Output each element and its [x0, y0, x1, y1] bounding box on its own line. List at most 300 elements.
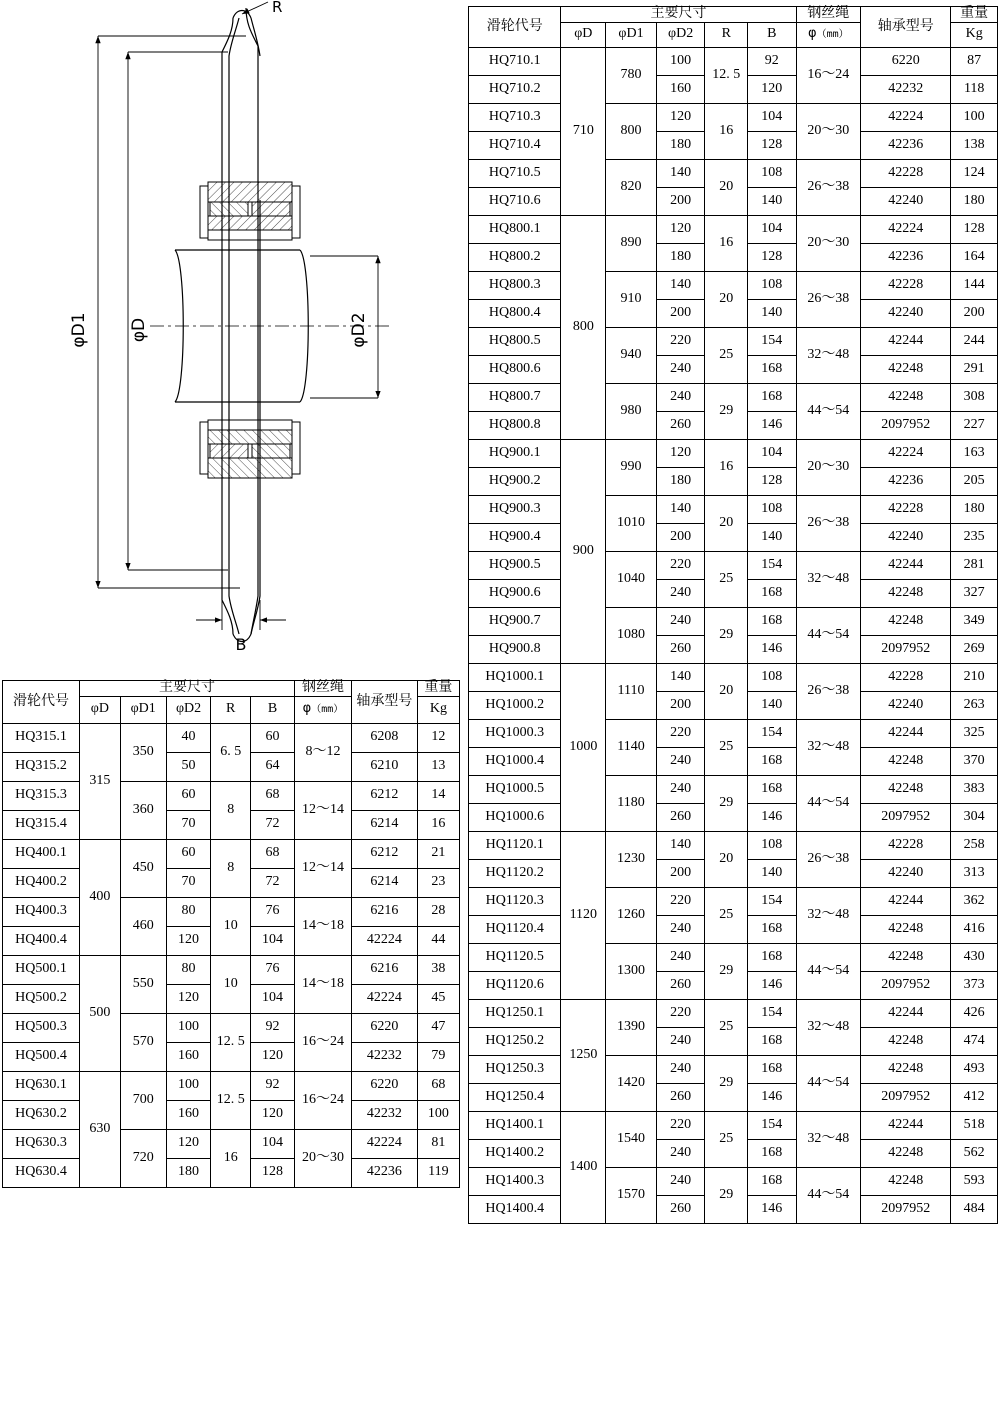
table-row [469, 103, 998, 131]
cell-weight: 593 [951, 1167, 998, 1195]
cell-phiD2: 240 [656, 775, 705, 803]
cell-B: 128 [748, 243, 797, 271]
cell-B: 168 [748, 1055, 797, 1083]
cell-weight: 119 [417, 1158, 459, 1187]
cell-phiD: 1250 [561, 999, 606, 1111]
header-R: R [705, 22, 748, 47]
cell-bearing: 42244 [861, 719, 951, 747]
cell-bearing: 6212 [352, 839, 418, 868]
table-row [3, 1129, 460, 1158]
header-weight: 重量 [951, 7, 998, 23]
cell-B: 146 [748, 635, 797, 663]
cell-B: 168 [748, 607, 797, 635]
cell-phiD2: 260 [656, 971, 705, 999]
header-main-dims: 主要尺寸 [561, 7, 796, 23]
cell-rope: 44～54 [796, 775, 860, 831]
cell-B: 68 [251, 839, 295, 868]
cell-weight: 210 [951, 663, 998, 691]
cell-phiD2: 240 [656, 943, 705, 971]
cell-code: HQ1400.3 [469, 1167, 561, 1195]
cell-phiD: 900 [561, 439, 606, 663]
cell-code: HQ800.3 [469, 271, 561, 299]
cell-phiD2: 140 [656, 495, 705, 523]
table-row [3, 1013, 460, 1042]
cell-weight: 180 [951, 187, 998, 215]
sheave-section-drawing [0, 0, 450, 660]
cell-phiD1: 990 [606, 439, 657, 495]
cell-weight: 16 [417, 810, 459, 839]
header-phiD: φD [80, 696, 121, 723]
cell-B: 76 [251, 897, 295, 926]
cell-weight: 349 [951, 607, 998, 635]
cell-bearing: 42248 [861, 747, 951, 775]
cell-rope: 32～48 [796, 1111, 860, 1167]
cell-weight: 412 [951, 1083, 998, 1111]
table-row [469, 271, 998, 299]
cell-R: 25 [705, 887, 748, 943]
cell-phiD2: 160 [166, 1042, 211, 1071]
cell-R: 29 [705, 1167, 748, 1223]
table-row [3, 781, 460, 810]
cell-bearing: 42224 [352, 1129, 418, 1158]
cell-phiD2: 220 [656, 999, 705, 1027]
spec-table-right-wrapper [468, 6, 998, 1224]
cell-weight: 23 [417, 868, 459, 897]
cell-phiD2: 200 [656, 299, 705, 327]
cell-rope: 12～14 [294, 781, 351, 839]
header-main-dims: 主要尺寸 [80, 681, 295, 697]
table-row [469, 327, 998, 355]
cell-code: HQ1250.2 [469, 1027, 561, 1055]
cell-R: 20 [705, 159, 748, 215]
cell-B: 168 [748, 915, 797, 943]
cell-bearing: 42248 [861, 915, 951, 943]
cell-R: 20 [705, 831, 748, 887]
cell-R: 20 [705, 495, 748, 551]
cell-phiD2: 220 [656, 719, 705, 747]
cell-rope: 32～48 [796, 327, 860, 383]
cell-code: HQ800.7 [469, 383, 561, 411]
cell-code: HQ630.4 [3, 1158, 80, 1187]
cell-bearing: 42248 [861, 775, 951, 803]
cell-phiD1: 1390 [606, 999, 657, 1055]
cell-phiD2: 70 [166, 868, 211, 897]
cell-code: HQ315.2 [3, 752, 80, 781]
cell-R: 16 [705, 215, 748, 271]
cell-bearing: 42248 [861, 1027, 951, 1055]
cell-phiD2: 180 [656, 243, 705, 271]
cell-B: 128 [748, 131, 797, 159]
cell-rope: 44～54 [796, 607, 860, 663]
cell-bearing: 6208 [352, 723, 418, 752]
cell-weight: 68 [417, 1071, 459, 1100]
cell-B: 64 [251, 752, 295, 781]
cell-B: 154 [748, 719, 797, 747]
cell-phiD2: 240 [656, 747, 705, 775]
cell-bearing: 42248 [861, 355, 951, 383]
cell-code: HQ800.4 [469, 299, 561, 327]
cell-phiD1: 1110 [606, 663, 657, 719]
cell-B: 108 [748, 271, 797, 299]
cell-code: HQ900.7 [469, 607, 561, 635]
cell-phiD2: 160 [166, 1100, 211, 1129]
cell-weight: 235 [951, 523, 998, 551]
cell-code: HQ1120.2 [469, 859, 561, 887]
cell-phiD2: 220 [656, 551, 705, 579]
cell-bearing: 42228 [861, 831, 951, 859]
cell-phiD2: 220 [656, 1111, 705, 1139]
table-row [469, 775, 998, 803]
cell-weight: 45 [417, 984, 459, 1013]
cell-phiD: 630 [80, 1071, 121, 1187]
cell-bearing: 42248 [861, 1055, 951, 1083]
header-phiD: φD [561, 22, 606, 47]
cell-phiD2: 50 [166, 752, 211, 781]
cell-phiD2: 140 [656, 663, 705, 691]
cell-phiD: 500 [80, 955, 121, 1071]
cell-phiD1: 1540 [606, 1111, 657, 1167]
cell-phiD: 315 [80, 723, 121, 839]
cell-R: 29 [705, 1055, 748, 1111]
table-header-row [3, 681, 460, 697]
cell-phiD1: 820 [606, 159, 657, 215]
cell-weight: 562 [951, 1139, 998, 1167]
cell-B: 154 [748, 887, 797, 915]
cell-phiD2: 220 [656, 887, 705, 915]
table-row [469, 383, 998, 411]
cell-code: HQ710.3 [469, 103, 561, 131]
cell-B: 140 [748, 691, 797, 719]
cell-weight: 87 [951, 47, 998, 75]
cell-phiD2: 120 [166, 984, 211, 1013]
cell-B: 92 [251, 1013, 295, 1042]
cell-weight: 474 [951, 1027, 998, 1055]
cell-phiD1: 1010 [606, 495, 657, 551]
cell-weight: 13 [417, 752, 459, 781]
cell-phiD2: 240 [656, 1167, 705, 1195]
cell-bearing: 42236 [861, 467, 951, 495]
cell-bearing: 6220 [861, 47, 951, 75]
cell-code: HQ800.5 [469, 327, 561, 355]
cell-R: 25 [705, 1111, 748, 1167]
table-row [469, 47, 998, 75]
cell-bearing: 42232 [861, 75, 951, 103]
cell-B: 168 [748, 355, 797, 383]
cell-rope: 14～18 [294, 897, 351, 955]
cell-bearing: 42244 [861, 1111, 951, 1139]
cell-B: 168 [748, 775, 797, 803]
cell-code: HQ500.4 [3, 1042, 80, 1071]
cell-code: HQ1250.4 [469, 1083, 561, 1111]
cell-bearing: 42236 [352, 1158, 418, 1187]
cell-code: HQ400.1 [3, 839, 80, 868]
cell-weight: 362 [951, 887, 998, 915]
cell-weight: 426 [951, 999, 998, 1027]
cell-rope: 26～38 [796, 495, 860, 551]
cell-weight: 263 [951, 691, 998, 719]
cell-phiD2: 120 [166, 1129, 211, 1158]
cell-rope: 12～14 [294, 839, 351, 897]
cell-B: 68 [251, 781, 295, 810]
cell-rope: 26～38 [796, 663, 860, 719]
cell-bearing: 42248 [861, 383, 951, 411]
table-row [469, 607, 998, 635]
header-code: 滑轮代号 [469, 7, 561, 48]
cell-code: HQ1000.6 [469, 803, 561, 831]
cell-phiD2: 240 [656, 383, 705, 411]
cell-R: 10 [211, 897, 251, 955]
header-wire-rope: 钢丝绳 [796, 7, 860, 23]
cell-bearing: 42244 [861, 327, 951, 355]
cell-weight: 205 [951, 467, 998, 495]
header-weight-unit: Kg [951, 22, 998, 47]
cell-R: 29 [705, 383, 748, 439]
cell-phiD1: 1570 [606, 1167, 657, 1223]
cell-weight: 47 [417, 1013, 459, 1042]
cell-code: HQ710.1 [469, 47, 561, 75]
cell-phiD2: 260 [656, 1083, 705, 1111]
cell-phiD2: 260 [656, 1195, 705, 1223]
table-row [469, 1055, 998, 1083]
cell-phiD1: 1140 [606, 719, 657, 775]
cell-phiD1: 1080 [606, 607, 657, 663]
cell-bearing: 42232 [352, 1100, 418, 1129]
cell-code: HQ500.2 [3, 984, 80, 1013]
cell-code: HQ1120.6 [469, 971, 561, 999]
cell-B: 168 [748, 747, 797, 775]
cell-phiD: 1000 [561, 663, 606, 831]
header-phiD1: φD1 [606, 22, 657, 47]
cell-B: 76 [251, 955, 295, 984]
header-rope-unit: φ（mm） [294, 696, 351, 723]
cell-bearing: 42240 [861, 691, 951, 719]
cell-R: 16 [705, 103, 748, 159]
cell-R: 29 [705, 943, 748, 999]
table-row [3, 839, 460, 868]
cell-phiD2: 260 [656, 411, 705, 439]
cell-R: 12. 5 [211, 1071, 251, 1129]
cell-code: HQ800.2 [469, 243, 561, 271]
cell-B: 120 [251, 1100, 295, 1129]
cell-code: HQ630.1 [3, 1071, 80, 1100]
spec-table-right [468, 6, 998, 1224]
cell-weight: 244 [951, 327, 998, 355]
cell-B: 146 [748, 411, 797, 439]
cell-phiD2: 180 [166, 1158, 211, 1187]
table-row [469, 999, 998, 1027]
cell-phiD2: 240 [656, 355, 705, 383]
cell-code: HQ315.3 [3, 781, 80, 810]
cell-phiD2: 120 [656, 439, 705, 467]
table-row [469, 887, 998, 915]
cell-phiD1: 780 [606, 47, 657, 103]
cell-bearing: 42224 [861, 215, 951, 243]
cell-phiD2: 120 [656, 215, 705, 243]
cell-phiD2: 240 [656, 915, 705, 943]
table-row [469, 551, 998, 579]
cell-rope: 8～12 [294, 723, 351, 781]
cell-weight: 28 [417, 897, 459, 926]
cell-rope: 32～48 [796, 551, 860, 607]
cell-R: 25 [705, 551, 748, 607]
cell-phiD2: 140 [656, 271, 705, 299]
cell-weight: 258 [951, 831, 998, 859]
cell-B: 140 [748, 523, 797, 551]
cell-R: 20 [705, 663, 748, 719]
cell-code: HQ500.1 [3, 955, 80, 984]
cell-bearing: 42248 [861, 579, 951, 607]
cell-code: HQ900.4 [469, 523, 561, 551]
cell-phiD2: 70 [166, 810, 211, 839]
cell-weight: 44 [417, 926, 459, 955]
cell-code: HQ500.3 [3, 1013, 80, 1042]
cell-B: 154 [748, 551, 797, 579]
header-phiD2: φD2 [166, 696, 211, 723]
cell-code: HQ400.3 [3, 897, 80, 926]
table-row [469, 943, 998, 971]
cell-code: HQ1400.2 [469, 1139, 561, 1167]
cell-rope: 26～38 [796, 271, 860, 327]
header-bearing: 轴承型号 [352, 681, 418, 724]
cell-bearing: 6220 [352, 1071, 418, 1100]
cell-bearing: 2097952 [861, 411, 951, 439]
cell-B: 60 [251, 723, 295, 752]
cell-rope: 14～18 [294, 955, 351, 1013]
cell-phiD: 710 [561, 47, 606, 215]
cell-weight: 227 [951, 411, 998, 439]
cell-weight: 180 [951, 495, 998, 523]
cell-weight: 100 [417, 1100, 459, 1129]
cell-B: 146 [748, 803, 797, 831]
cell-B: 108 [748, 495, 797, 523]
cell-bearing: 6212 [352, 781, 418, 810]
cell-phiD2: 60 [166, 781, 211, 810]
cell-bearing: 42224 [352, 926, 418, 955]
cell-phiD1: 980 [606, 383, 657, 439]
cell-phiD1: 1420 [606, 1055, 657, 1111]
cell-B: 168 [748, 943, 797, 971]
cell-phiD2: 260 [656, 635, 705, 663]
cell-code: HQ1120.5 [469, 943, 561, 971]
cell-rope: 32～48 [796, 999, 860, 1055]
cell-B: 146 [748, 1195, 797, 1223]
cell-bearing: 42244 [861, 999, 951, 1027]
cell-bearing: 2097952 [861, 1195, 951, 1223]
cell-weight: 518 [951, 1111, 998, 1139]
cell-rope: 32～48 [796, 719, 860, 775]
cell-phiD1: 940 [606, 327, 657, 383]
cell-weight: 81 [417, 1129, 459, 1158]
dimension-label-phiD: φD [129, 317, 149, 343]
cell-code: HQ900.6 [469, 579, 561, 607]
cell-code: HQ1250.1 [469, 999, 561, 1027]
cell-B: 128 [748, 467, 797, 495]
cell-B: 92 [748, 47, 797, 75]
cell-phiD2: 140 [656, 159, 705, 187]
cell-phiD1: 360 [120, 781, 166, 839]
cell-code: HQ710.6 [469, 187, 561, 215]
cell-bearing: 42236 [861, 131, 951, 159]
cell-rope: 20～30 [796, 439, 860, 495]
cell-weight: 416 [951, 915, 998, 943]
header-weight-unit: Kg [417, 696, 459, 723]
cell-phiD: 1120 [561, 831, 606, 999]
cell-bearing: 42228 [861, 159, 951, 187]
cell-rope: 20～30 [796, 215, 860, 271]
table-row [3, 723, 460, 752]
cell-code: HQ710.5 [469, 159, 561, 187]
cell-weight: 163 [951, 439, 998, 467]
cell-phiD1: 1180 [606, 775, 657, 831]
cell-rope: 44～54 [796, 1167, 860, 1223]
cell-B: 168 [748, 383, 797, 411]
table-row [469, 719, 998, 747]
cell-phiD1: 720 [120, 1129, 166, 1187]
cell-bearing: 42224 [861, 439, 951, 467]
cell-code: HQ315.1 [3, 723, 80, 752]
cell-phiD: 1400 [561, 1111, 606, 1223]
cell-phiD2: 240 [656, 607, 705, 635]
header-phiD1: φD1 [120, 696, 166, 723]
cell-code: HQ400.4 [3, 926, 80, 955]
cell-code: HQ900.8 [469, 635, 561, 663]
cell-phiD2: 200 [656, 859, 705, 887]
cell-weight: 370 [951, 747, 998, 775]
cell-B: 168 [748, 1167, 797, 1195]
cell-rope: 44～54 [796, 943, 860, 999]
table-row [3, 955, 460, 984]
cell-B: 128 [251, 1158, 295, 1187]
cell-bearing: 6214 [352, 810, 418, 839]
cell-code: HQ1000.4 [469, 747, 561, 775]
cell-B: 120 [748, 75, 797, 103]
cell-weight: 118 [951, 75, 998, 103]
cell-bearing: 6216 [352, 955, 418, 984]
table-row [469, 1111, 998, 1139]
cell-weight: 100 [951, 103, 998, 131]
cell-bearing: 42244 [861, 887, 951, 915]
cell-phiD2: 240 [656, 1139, 705, 1167]
cell-R: 20 [705, 271, 748, 327]
cell-weight: 291 [951, 355, 998, 383]
cell-rope: 16～24 [294, 1071, 351, 1129]
cell-B: 108 [748, 663, 797, 691]
cell-rope: 32～48 [796, 887, 860, 943]
table-row [469, 159, 998, 187]
cell-phiD2: 260 [656, 803, 705, 831]
cell-bearing: 42228 [861, 495, 951, 523]
cell-B: 72 [251, 868, 295, 897]
cell-code: HQ1000.3 [469, 719, 561, 747]
cell-code: HQ800.6 [469, 355, 561, 383]
cell-B: 104 [748, 103, 797, 131]
cell-code: HQ1400.4 [469, 1195, 561, 1223]
cell-phiD2: 80 [166, 955, 211, 984]
cell-bearing: 2097952 [861, 971, 951, 999]
cell-code: HQ710.4 [469, 131, 561, 159]
cell-weight: 14 [417, 781, 459, 810]
cell-phiD2: 240 [656, 1055, 705, 1083]
cell-B: 108 [748, 831, 797, 859]
cell-rope: 16～24 [796, 47, 860, 103]
cell-code: HQ630.2 [3, 1100, 80, 1129]
cell-B: 72 [251, 810, 295, 839]
cell-code: HQ900.5 [469, 551, 561, 579]
cell-code: HQ900.2 [469, 467, 561, 495]
cell-B: 104 [251, 926, 295, 955]
cell-phiD2: 100 [656, 47, 705, 75]
cell-code: HQ1250.3 [469, 1055, 561, 1083]
